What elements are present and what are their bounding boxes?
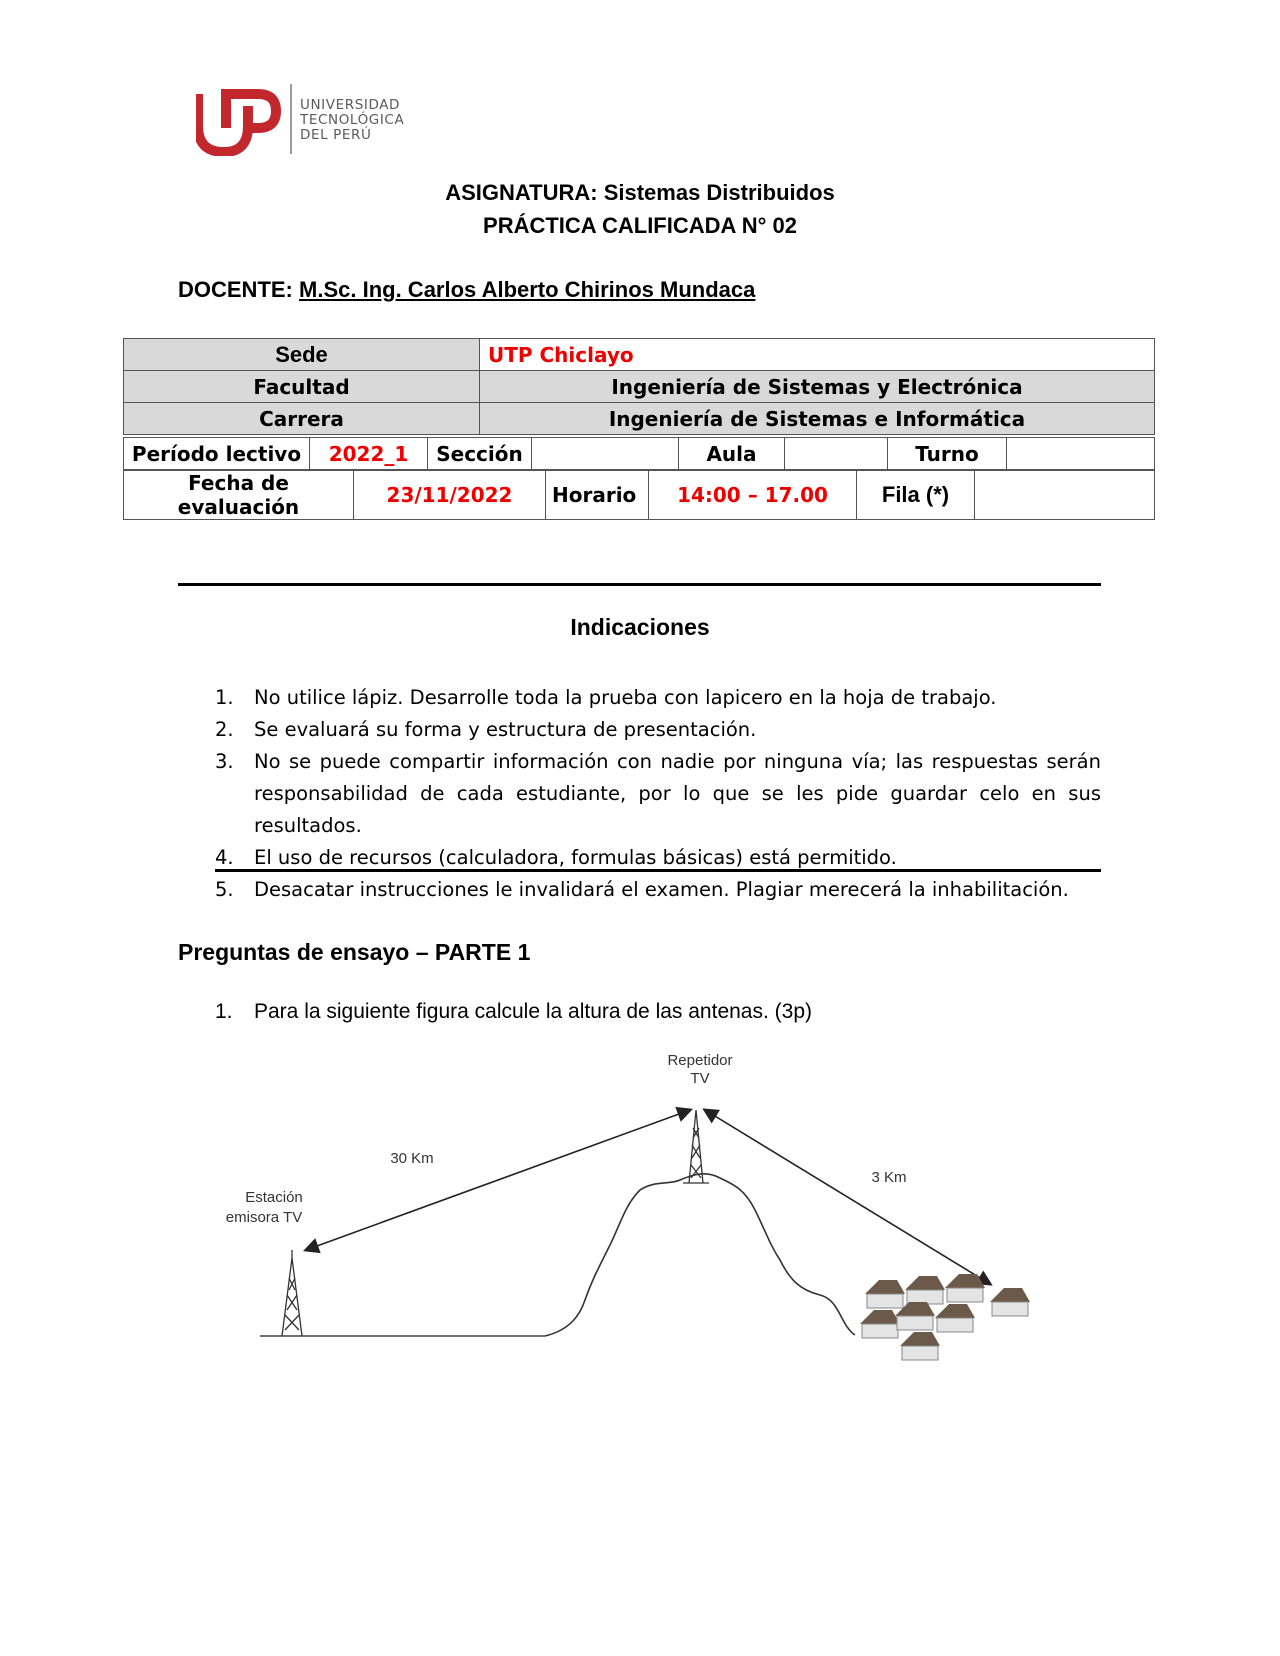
- logo-text-line3: DEL PERÚ: [300, 127, 372, 143]
- transmitter-tower-icon: [282, 1250, 302, 1336]
- list-item-text: El uso de recursos (calculadora, formulas básicas) está permitido.: [254, 846, 897, 869]
- aula-value: [785, 438, 888, 470]
- info-table-top: [123, 338, 1155, 435]
- horario-label: Horario: [546, 471, 649, 520]
- distance-label-30km: 30 Km: [390, 1150, 434, 1167]
- question-1-number: 1.: [215, 1000, 233, 1023]
- seccion-value: [532, 438, 679, 470]
- info-table-period: [123, 437, 1155, 470]
- list-item-number: 1.: [215, 686, 234, 709]
- question-1-text: Para la siguiente figura calcule la altura de las antenas. (3p): [254, 1000, 812, 1023]
- indications-list: [215, 682, 1101, 906]
- turno-label: Turno: [888, 438, 1007, 470]
- question-1: [215, 1000, 812, 1024]
- docente-label: DOCENTE:: [178, 277, 293, 302]
- list-item-text: No se puede compartir información con nadie por ninguna vía; las respuestas serán responsabilidad de cada estudiante, por lo que se les pide guardar celo en sus resultados.: [254, 750, 1101, 837]
- antenna-diagram: [200, 1040, 1080, 1370]
- repeater-label-1: Repetidor: [667, 1052, 733, 1069]
- list-item: [215, 746, 1101, 842]
- course-title: ASIGNATURA: Sistemas Distribuidos: [445, 180, 835, 205]
- horario-value: 14:00 – 17.00: [649, 471, 857, 520]
- list-item-number: 5.: [215, 878, 234, 901]
- fecha-value: 23/11/2022: [354, 471, 546, 520]
- mountain-outline: [545, 1174, 855, 1336]
- fila-value: [975, 471, 1155, 520]
- carrera-label: Carrera: [124, 403, 480, 435]
- logo-text-line2: TECNOLÓGICA: [300, 112, 405, 128]
- houses-icon: [860, 1274, 1030, 1360]
- periodo-value: 2022_1: [310, 438, 428, 470]
- section-divider: [178, 583, 1101, 586]
- station-label-1: Estación: [245, 1189, 303, 1206]
- list-item-text: Se evaluará su forma y estructura de presentación.: [254, 718, 757, 741]
- list-item-number: 4.: [215, 846, 234, 869]
- facultad-label: Facultad: [124, 371, 480, 403]
- fecha-label: Fecha de evaluación: [124, 471, 354, 520]
- docente-name: M.Sc. Ing. Carlos Alberto Chirinos Mundaca: [299, 277, 756, 302]
- list-item: [215, 682, 1101, 714]
- indications-underline: [215, 869, 1101, 872]
- fila-label: Fila (*): [857, 471, 975, 520]
- logo-divider: [290, 84, 292, 154]
- list-item-text: No utilice lápiz. Desarrolle toda la prueba con lapicero en la hoja de trabajo.: [254, 686, 997, 709]
- list-item: [215, 714, 1101, 746]
- sede-label: Sede: [124, 339, 480, 371]
- station-label-2: emisora TV: [225, 1209, 303, 1226]
- repeater-tower-icon: [683, 1110, 709, 1183]
- list-item-text: Desacatar instrucciones le invalidará el examen. Plagiar merecerá la inhabilitación.: [254, 878, 1069, 901]
- logo-text-line1: UNIVERSIDAD: [300, 97, 401, 113]
- indications-title: Indicaciones: [570, 614, 710, 640]
- list-item-number: 3.: [215, 750, 234, 773]
- utp-logo: [196, 84, 426, 156]
- info-table-date: [123, 470, 1155, 520]
- arrow-30km: [306, 1110, 690, 1250]
- aula-label: Aula: [679, 438, 785, 470]
- antenna-figure: [200, 1040, 1080, 1370]
- distance-label-3km: 3 Km: [871, 1169, 907, 1186]
- facultad-value: Ingeniería de Sistemas y Electrónica: [480, 371, 1155, 403]
- seccion-label: Sección: [428, 438, 532, 470]
- periodo-label: Período lectivo: [124, 438, 310, 470]
- carrera-value: Ingeniería de Sistemas e Informática: [480, 403, 1155, 435]
- list-item: [215, 874, 1101, 906]
- exam-title: PRÁCTICA CALIFICADA N° 02: [483, 213, 797, 238]
- sede-value: UTP Chiclayo: [480, 339, 1155, 371]
- repeater-label-2: TV: [690, 1070, 710, 1087]
- questions-heading: Preguntas de ensayo – PARTE 1: [178, 939, 531, 965]
- list-item-number: 2.: [215, 718, 234, 741]
- docente-line: [178, 277, 755, 303]
- turno-value: [1007, 438, 1155, 470]
- utp-logo-mark: [196, 84, 286, 156]
